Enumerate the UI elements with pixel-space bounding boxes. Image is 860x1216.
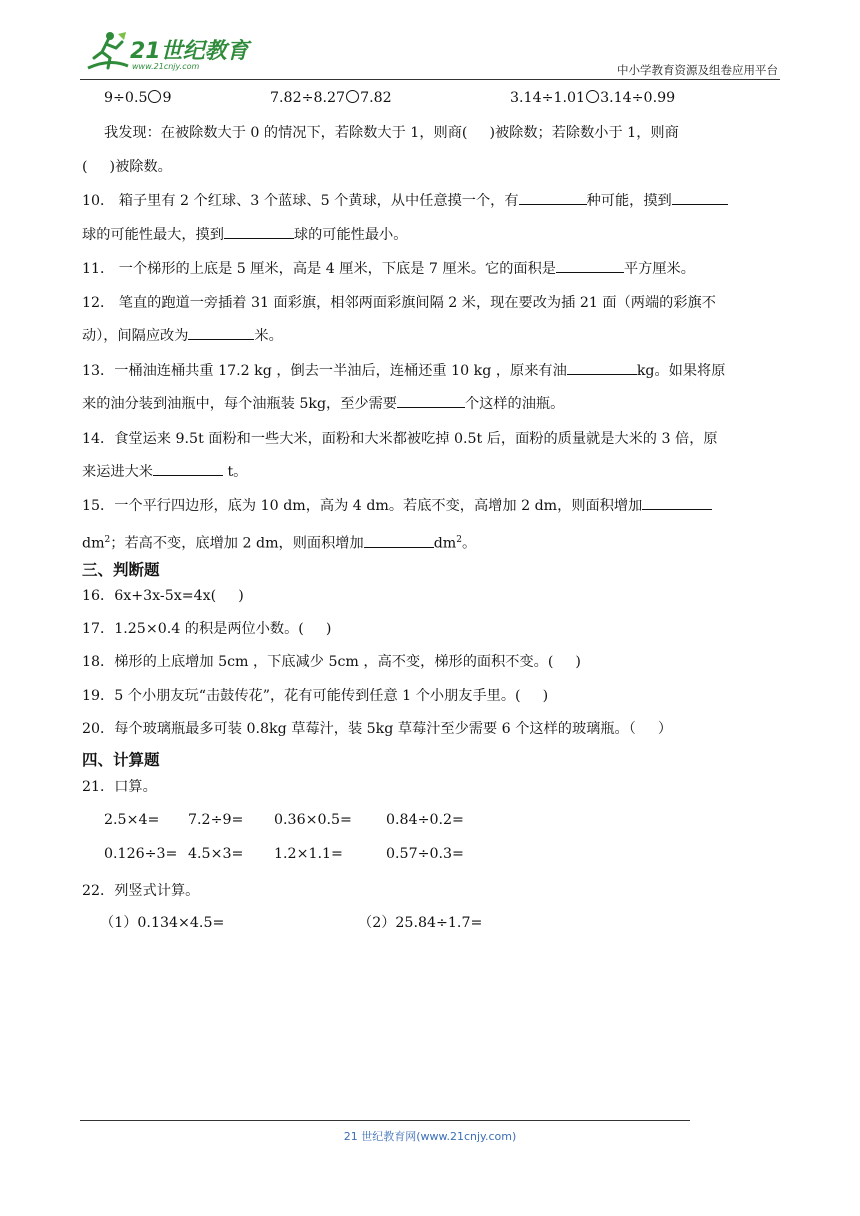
q12-text: 米。: [254, 328, 283, 344]
q11-text: 11． 一个梯形的上底是 5 厘米，高是 4 厘米，下底是 7 厘米。它的面积是: [82, 261, 556, 277]
q12-line1: 12． 笔直的跑道一旁插着 31 面彩旗，相邻两面彩旗间隔 2 米，现在要改为插 21 面（两端的彩旗不: [82, 295, 716, 311]
q21-title: 21．口算。: [82, 779, 157, 795]
q13-line1: [82, 360, 725, 382]
q10-line2: [82, 224, 407, 246]
oral-calc-item: 0.36×0.5=: [274, 812, 352, 828]
oral-calc-item: 0.126÷3=: [104, 846, 178, 862]
vertical-calc-item: （2）25.84÷1.7=: [358, 915, 483, 931]
q13-text: kg。如果将原: [636, 363, 726, 379]
compare-circle: [346, 90, 359, 103]
superscript: 2: [456, 535, 462, 545]
section-title-judge: 三、判断题: [82, 561, 160, 579]
q9-text: 我发现：在被除数大于 0 的情况下，若除数大于 1，则商(: [104, 125, 468, 141]
q13-text: 来的油分装到油瓶中，每个油瓶装 5kg，至少需要: [82, 396, 397, 412]
answer-blank[interactable]: [364, 533, 434, 548]
header-divider: [80, 79, 780, 80]
answer-blank[interactable]: [556, 258, 624, 273]
judge-item-16: [82, 585, 244, 607]
judge-paren: ）: [657, 721, 673, 737]
judge-item-18: [82, 651, 581, 673]
q22-title: 22．列竖式计算。: [82, 883, 200, 899]
q10-text: 10． 箱子里有 2 个红球、3 个蓝球、5 个黄球，从中任意摸一个，有: [82, 193, 519, 209]
platform-name: 中小学教育资源及组卷应用平台: [617, 63, 778, 77]
judge-paren: ): [238, 588, 244, 604]
footer-link[interactable]: 21 世纪教育网(www.21cnjy.com): [343, 1130, 517, 1143]
q13-text: 个这样的油瓶。: [464, 396, 565, 412]
q14-line1: 14．食堂运来 9.5t 面粉和一些大米，面粉和大米都被吃掉 0.5t 后，面粉的质量就是大米的 3 倍，原: [82, 431, 718, 447]
compare-b-right: 7.82: [360, 90, 392, 106]
judge-text: 19．5 个小朋友玩“击鼓传花”，花有可能传到任意 1 个小朋友手里。(: [82, 688, 521, 704]
oral-calc-item: 1.2×1.1=: [274, 846, 343, 862]
superscript: 2: [104, 535, 111, 545]
q14-text: t。: [222, 464, 248, 480]
q15-text: 15．一个平行四边形，底为 10 dm，高为 4 dm。若底不变，高增加 2 dm，则面积增加: [82, 498, 643, 514]
judge-text: 20．每个玻璃瓶最多可装 0.8kg 草莓汁，装 5kg 草莓汁至少需要 6 个这样的玻璃瓶。（: [82, 721, 636, 737]
q10-text: 球的可能性最大，摸到: [82, 227, 224, 243]
oral-calc-item: 7.2÷9=: [188, 812, 244, 828]
q13-text: 13．一桶油连桶共重 17.2 kg ，倒去一半油后，连桶还重 10 kg ，原来有油: [82, 363, 567, 379]
compare-circle: [586, 90, 599, 103]
compare-c: [510, 90, 675, 106]
q10-line1: [82, 190, 728, 212]
answer-blank[interactable]: [224, 224, 294, 239]
q15-text: dm: [433, 535, 457, 552]
compare-b-left: 7.82÷8.27: [270, 90, 346, 106]
q15-text: dm: [82, 535, 105, 552]
q10-text: 球的可能性最小。: [293, 227, 408, 243]
oral-calc-item: 4.5×3=: [188, 846, 244, 862]
q9-finding-line1: [104, 122, 679, 144]
compare-b: [270, 90, 392, 106]
q14-line2: [82, 461, 247, 483]
judge-item-17: [82, 618, 331, 640]
compare-a-left: 9÷0.5: [104, 90, 148, 106]
answer-blank[interactable]: [188, 325, 254, 340]
logo-text: 21世纪教育: [130, 39, 249, 64]
q15-line2: [82, 529, 476, 555]
q15-text: ；若高不变，底增加 2 dm，则面积增加: [110, 535, 364, 552]
answer-blank[interactable]: [642, 495, 712, 510]
q12-line2: [82, 325, 283, 347]
q9-finding-line2: [82, 156, 172, 178]
q9-text: (: [82, 159, 88, 175]
answer-blank[interactable]: [397, 393, 465, 408]
q14-text: 来运进大米: [82, 464, 153, 480]
judge-text: 18．梯形的上底增加 5cm ，下底减少 5cm ，高不变，梯形的面积不变。(: [82, 654, 554, 670]
answer-blank[interactable]: [519, 190, 587, 205]
oral-calc-item: 0.57÷0.3=: [386, 846, 464, 862]
section-title-calc: 四、计算题: [82, 751, 160, 769]
answer-blank[interactable]: [567, 360, 637, 375]
compare-circle: [148, 90, 161, 103]
q9-text: )被除数。: [109, 159, 172, 175]
oral-calc-item: 2.5×4=: [104, 812, 160, 828]
judge-paren: ): [575, 654, 581, 670]
judge-text: 16．6x+3x-5x=4x(: [82, 588, 217, 604]
q13-line2: [82, 393, 564, 415]
compare-c-right: 3.14÷0.99: [600, 90, 676, 106]
judge-paren: ): [542, 688, 549, 704]
answer-blank[interactable]: [672, 190, 728, 205]
q11-line: [82, 258, 695, 280]
judge-item-19: [82, 685, 548, 707]
vertical-calc-item: （1）0.134×4.5=: [100, 915, 225, 931]
compare-c-left: 3.14÷1.01: [510, 90, 586, 106]
compare-a: [104, 90, 172, 106]
q9-text: )被除数；若除数小于 1，则商: [489, 125, 679, 141]
q10-text: 种可能，摸到: [586, 193, 672, 209]
logo: [80, 28, 255, 80]
compare-a-right: 9: [162, 90, 172, 106]
q11-text: 平方厘米。: [623, 261, 695, 277]
q15-text: 。: [461, 535, 477, 552]
judge-text: 17．1.25×0.4 的积是两位小数。(: [82, 621, 304, 637]
answer-blank[interactable]: [153, 461, 223, 476]
judge-item-20: [82, 718, 672, 740]
q12-text: 动），间隔应改为: [82, 328, 189, 344]
judge-paren: ): [325, 621, 332, 637]
q15-line1: [82, 495, 712, 517]
logo-url: www.21cnjy.com: [132, 62, 200, 71]
footer-divider: [80, 1120, 690, 1121]
oral-calc-item: 0.84÷0.2=: [386, 812, 464, 828]
